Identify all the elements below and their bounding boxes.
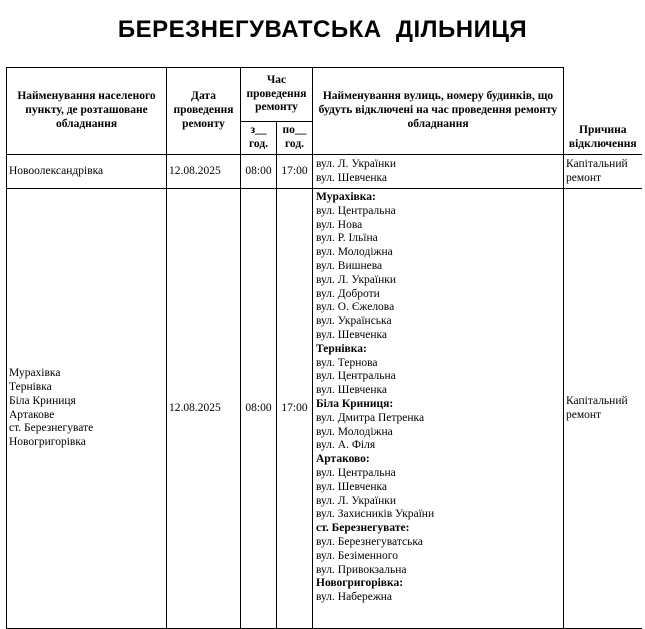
row-2-time-to: 17:00 xyxy=(277,189,313,629)
street-item: вул. Шевченка xyxy=(316,171,388,184)
street-item: вул. Безіменного xyxy=(316,549,398,562)
locality-name: Біла Криниця xyxy=(9,394,76,407)
row-2-streets xyxy=(313,189,564,629)
header-reason: Причина відключення xyxy=(564,122,642,155)
locality-group-heading: ст. Березнегувате: xyxy=(316,522,410,535)
street-item: вул. Центральна xyxy=(316,370,396,383)
locality-name: Артакове xyxy=(9,408,55,421)
locality-group-heading: Новогригорівка: xyxy=(316,577,404,590)
street-item: вул. Вишнева xyxy=(316,259,383,272)
outage-schedule-table xyxy=(6,67,642,629)
locality-group-heading: Тернівка: xyxy=(316,342,367,355)
street-item: вул. Березнегуватська xyxy=(316,535,423,548)
locality-name: Новоолександрівка xyxy=(9,164,104,177)
street-item: вул. Нова xyxy=(316,218,363,231)
locality-group-heading: Біла Криниця: xyxy=(316,397,394,410)
locality-group-heading: Мурахівка: xyxy=(316,191,376,203)
row-2-reason xyxy=(564,189,642,629)
locality-name: ст. Березнегувате xyxy=(9,422,94,435)
street-item: вул. Молодіжна xyxy=(316,246,393,259)
street-item: вул. А. Філя xyxy=(316,439,376,452)
street-item: вул. Л. Українки xyxy=(316,494,396,507)
row-1-time-from: 08:00 xyxy=(241,155,277,189)
street-item: вул. Центральна xyxy=(316,204,396,217)
street-item: вул. Молодіжна xyxy=(316,425,393,438)
street-item: вул. Захисників України xyxy=(316,508,435,521)
street-item: вул. Шевченка xyxy=(316,328,388,341)
table-row xyxy=(7,189,642,629)
street-item: вул. Привокзальна xyxy=(316,563,407,576)
header-date: Дата проведення ремонту xyxy=(167,68,241,155)
row-1-date: 12.08.2025 xyxy=(167,155,241,189)
header-gap xyxy=(564,68,642,122)
table-row xyxy=(7,155,642,189)
street-item: вул. Доброти xyxy=(316,287,380,300)
reason-line: Капітальний xyxy=(566,157,628,170)
locality-name: Мурахівка xyxy=(9,367,61,380)
row-1-time-to: 17:00 xyxy=(277,155,313,189)
street-item: вул. Л. Українки xyxy=(316,157,396,170)
page-title: БЕРЕЗНЕГУВАТСЬКА ДІЛЬНИЦЯ xyxy=(117,16,528,43)
row-2-time-from: 08:00 xyxy=(241,189,277,629)
street-item: вул. Л. Українки xyxy=(316,273,396,286)
header-streets: Найменування вулиць, номеру будинків, що будуть відключені на час проведення ремонту обладнання xyxy=(313,68,564,155)
street-item: вул. О. Єжелова xyxy=(316,301,395,314)
row-2-localities xyxy=(7,189,167,629)
locality-name: Тернівка xyxy=(9,380,52,393)
street-item: вул. Шевченка xyxy=(316,384,388,397)
header-locality: Найменування населеного пункту, де розташоване обладнання xyxy=(7,68,167,155)
street-item: вул. Дмитра Петренка xyxy=(316,411,425,424)
row-1-locality xyxy=(7,155,167,189)
header-time-to: по__ год. xyxy=(277,122,313,155)
row-2-date: 12.08.2025 xyxy=(167,189,241,629)
street-item: вул. Шевченка xyxy=(316,480,388,493)
reason-line: ремонт xyxy=(566,171,602,184)
street-item: вул. Набережна xyxy=(316,591,393,604)
reason-line: ремонт xyxy=(566,408,602,421)
row-1-streets xyxy=(313,155,564,189)
street-item: вул. Р. Ільїна xyxy=(316,232,378,245)
header-time: Час проведення ремонту xyxy=(241,68,313,122)
locality-name: Новогригорівка xyxy=(9,436,86,449)
street-item: вул. Тернова xyxy=(316,356,378,369)
reason-line: Капітальний xyxy=(566,394,628,407)
header-time-from: з__ год. xyxy=(241,122,277,155)
row-1-reason xyxy=(564,155,642,189)
street-item: вул. Українська xyxy=(316,315,392,328)
locality-group-heading: Артаково: xyxy=(316,453,370,466)
street-item: вул. Центральна xyxy=(316,466,396,479)
